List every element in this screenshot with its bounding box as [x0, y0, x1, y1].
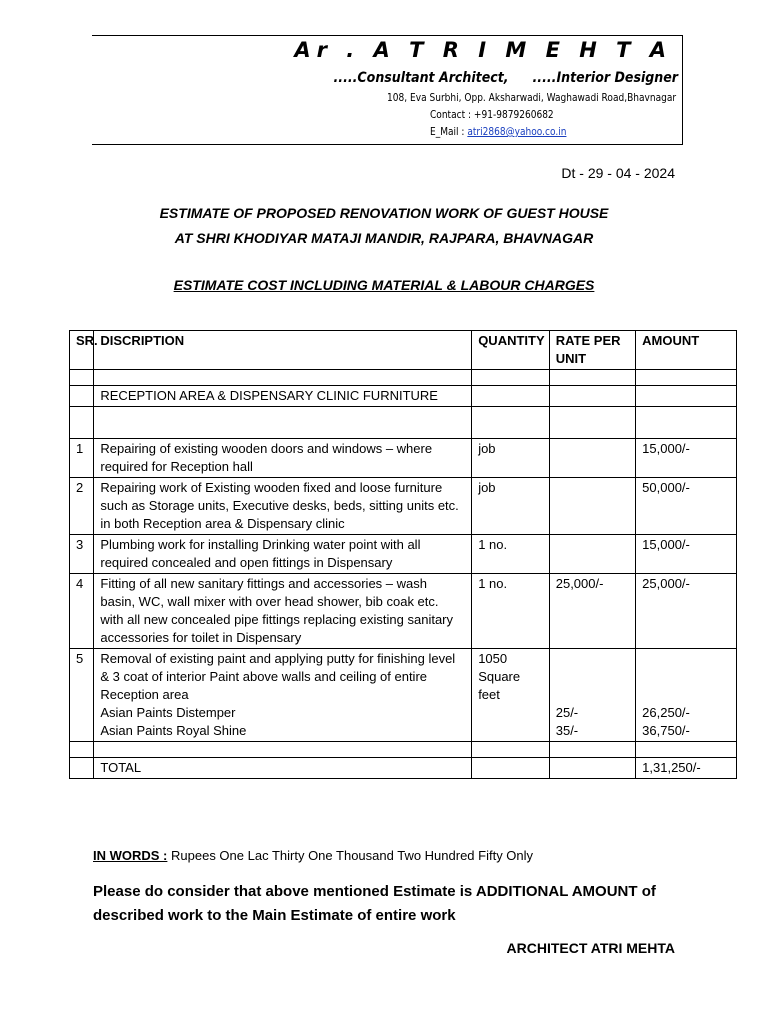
- total-row: [70, 758, 737, 779]
- header-description: DISCRIPTION: [94, 331, 472, 370]
- row-amount: 50,000/-: [636, 478, 737, 535]
- in-words-label: IN WORDS :: [93, 848, 168, 863]
- letterhead-email: [430, 126, 566, 138]
- row-description: Plumbing work for installing Drinking water point with all required concealed and open fittings in Dispensary: [94, 535, 472, 574]
- row-rate: [549, 439, 635, 478]
- estimate-table: [69, 330, 737, 779]
- table-row: [70, 439, 737, 478]
- table-row: [70, 574, 737, 649]
- row-rate: 25,000/-: [549, 574, 635, 649]
- row-amount: 15,000/-: [636, 535, 737, 574]
- row-sr: 4: [70, 574, 94, 649]
- table-row-empty: [70, 407, 737, 439]
- row-amount: 25,000/-: [636, 574, 737, 649]
- subtitle-architect: .....Consultant Architect,: [333, 70, 509, 86]
- letterhead-subtitle: [334, 70, 679, 86]
- paint-option-distemper: Asian Paints Distemper: [100, 705, 236, 720]
- row-description: Repairing of existing wooden doors and windows – where required for Reception hall: [94, 439, 472, 478]
- row-description: Repairing work of Existing wooden fixed and loose furniture such as Storage units, Executive desks, beds, sitting units etc. in both Reception area & Dispensary clinic: [94, 478, 472, 535]
- header-quantity: QUANTITY: [472, 331, 550, 370]
- row-quantity: job: [472, 439, 550, 478]
- row-quantity: 1 no.: [472, 574, 550, 649]
- header-sr: SR.: [70, 331, 94, 370]
- row-rate: [549, 478, 635, 535]
- table-row-empty: [70, 742, 737, 758]
- table-row-empty: [70, 370, 737, 386]
- row-quantity: 1050 Square feet: [472, 649, 550, 742]
- row-sr: 2: [70, 478, 94, 535]
- header-amount: AMOUNT: [636, 331, 737, 370]
- rate-royal-shine: 35/-: [555, 723, 579, 738]
- architect-name: Ar . A T R I M E H T A: [294, 38, 672, 62]
- heading-line-2: AT SHRI KHODIYAR MATAJI MANDIR, RAJPARA, BHAVNAGAR: [174, 230, 594, 246]
- letterhead-contact: Contact : +91-9879260682: [430, 109, 554, 121]
- heading-line-3: ESTIMATE COST INCLUDING MATERIAL & LABOUR CHARGES: [173, 277, 595, 293]
- document-date: Dt - 29 - 04 - 2024: [561, 165, 675, 181]
- letterhead: [92, 35, 683, 145]
- row-sr: 3: [70, 535, 94, 574]
- amount-distemper: 26,250/-: [642, 705, 690, 720]
- additional-amount-note: Please do consider that above mentioned Estimate is ADDITIONAL AMOUNT of described work to the Main Estimate of entire work: [93, 883, 656, 924]
- row-rate: [549, 535, 635, 574]
- row-amount: [636, 649, 737, 742]
- row-description: Fitting of all new sanitary fittings and accessories – wash basin, WC, wall mixer with over head shower, bib coak etc. with all new concealed pipe fittings replacing existing sanitary accessories for toilet in Dispensary: [94, 574, 472, 649]
- email-link[interactable]: atri2868@yahoo.co.in: [467, 126, 567, 138]
- table-header-row: [70, 331, 737, 370]
- rate-distemper: 25/-: [555, 705, 579, 720]
- row-quantity: job: [472, 478, 550, 535]
- row-description-main: Removal of existing paint and applying putty for finishing level & 3 coat of interior Paint above walls and ceiling of entire Reception area: [100, 651, 456, 702]
- table-row: [70, 535, 737, 574]
- paint-option-royal-shine: Asian Paints Royal Shine: [100, 723, 247, 738]
- subtitle-designer: .....Interior Designer: [532, 70, 678, 86]
- in-words-text: Rupees One Lac Thirty One Thousand Two Hundred Fifty Only: [171, 848, 534, 863]
- table-row: [70, 649, 737, 742]
- row-sr: 1: [70, 439, 94, 478]
- total-amount: 1,31,250/-: [636, 758, 737, 779]
- amount-royal-shine: 36,750/-: [642, 723, 690, 738]
- row-quantity: 1 no.: [472, 535, 550, 574]
- row-amount: 15,000/-: [636, 439, 737, 478]
- row-description: [94, 649, 472, 742]
- heading-line-1: ESTIMATE OF PROPOSED RENOVATION WORK OF GUEST HOUSE: [159, 205, 609, 221]
- total-label: TOTAL: [94, 758, 472, 779]
- amount-in-words: [93, 848, 533, 863]
- table-row: [70, 478, 737, 535]
- section-row: [70, 386, 737, 407]
- header-rate: RATE PER UNIT: [549, 331, 635, 370]
- signature: ARCHITECT ATRI MEHTA: [506, 940, 675, 956]
- row-rate: [549, 649, 635, 742]
- letterhead-address: 108, Eva Surbhi, Opp. Aksharwadi, Waghawadi Road,Bhavnagar: [386, 92, 676, 104]
- email-label: E_Mail :: [430, 126, 468, 138]
- row-sr: 5: [70, 649, 94, 742]
- section-title: RECEPTION AREA & DISPENSARY CLINIC FURNITURE: [94, 386, 472, 407]
